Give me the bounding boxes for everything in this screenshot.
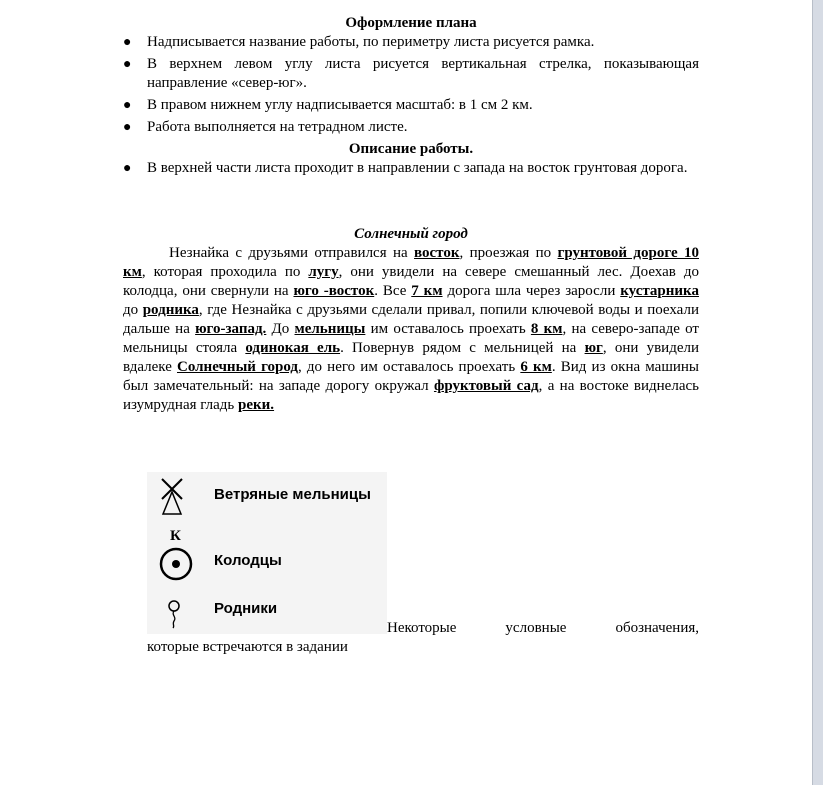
plan-bullet-list	[123, 33, 699, 137]
list-item: ● В верхней части листа проходит в направлении с запада на восток грунтовая дорога.	[123, 160, 688, 176]
story-section	[123, 225, 699, 415]
well-icon	[159, 547, 195, 583]
windmill-icon	[159, 476, 187, 516]
list-item: ● Работа выполняется на тетрадном листе.	[123, 119, 408, 135]
windmill-label: Ветряные мельницы	[214, 486, 371, 503]
well-label: Колодцы	[214, 552, 282, 569]
work-bullet-list	[123, 159, 699, 178]
legend-caption-line2: которые встречаются в задании	[147, 639, 348, 655]
well-letter: К	[170, 528, 181, 544]
list-item: ● Надписывается название работы, по периметру листа рисуется рамка.	[123, 34, 595, 50]
spring-icon	[165, 599, 185, 629]
legend-caption-line1: Некоторые условные обозначения,	[387, 620, 699, 636]
legend-image	[147, 472, 387, 634]
list-item: ● В правом нижнем углу надписывается масштаб: в 1 см 2 км.	[123, 97, 533, 113]
plan-title: Оформление плана	[345, 15, 477, 31]
story-paragraph: Незнайка с друзьями отправился на восток, проезжая по грунтовой дороге 10 км, которая проходила по лугу, они увидели на севере смешанный лес. Доехав до колодца, они свернули на юго -восток. Все 7 км дорога шла через заросли кустарника до родника, где Незнайка с друзьями сделали привал, попили ключевой воды и поехали дальше на юго-запад. До мельницы им оставалось проехать 8 км, на северо-западе от мельницы стояла одинокая ель. Повернув рядом с мельницей на юг, они увидели вдалеке Солнечный город, до него им оставалось проехать 6 км. Вид из окна машины был замечательный: на западе дорогу окружал фруктовый сад, а на востоке виднелась изумрудная гладь реки.	[123, 245, 700, 413]
story-title: Солнечный город	[354, 226, 468, 242]
work-title: Описание работы.	[348, 141, 474, 157]
list-item: ● В верхнем левом углу листа рисуется вертикальная стрелка, показывающая направление «север-юг».	[123, 56, 699, 91]
window-edge	[812, 0, 823, 785]
plan-section	[123, 14, 699, 181]
spring-label: Родники	[214, 600, 278, 617]
